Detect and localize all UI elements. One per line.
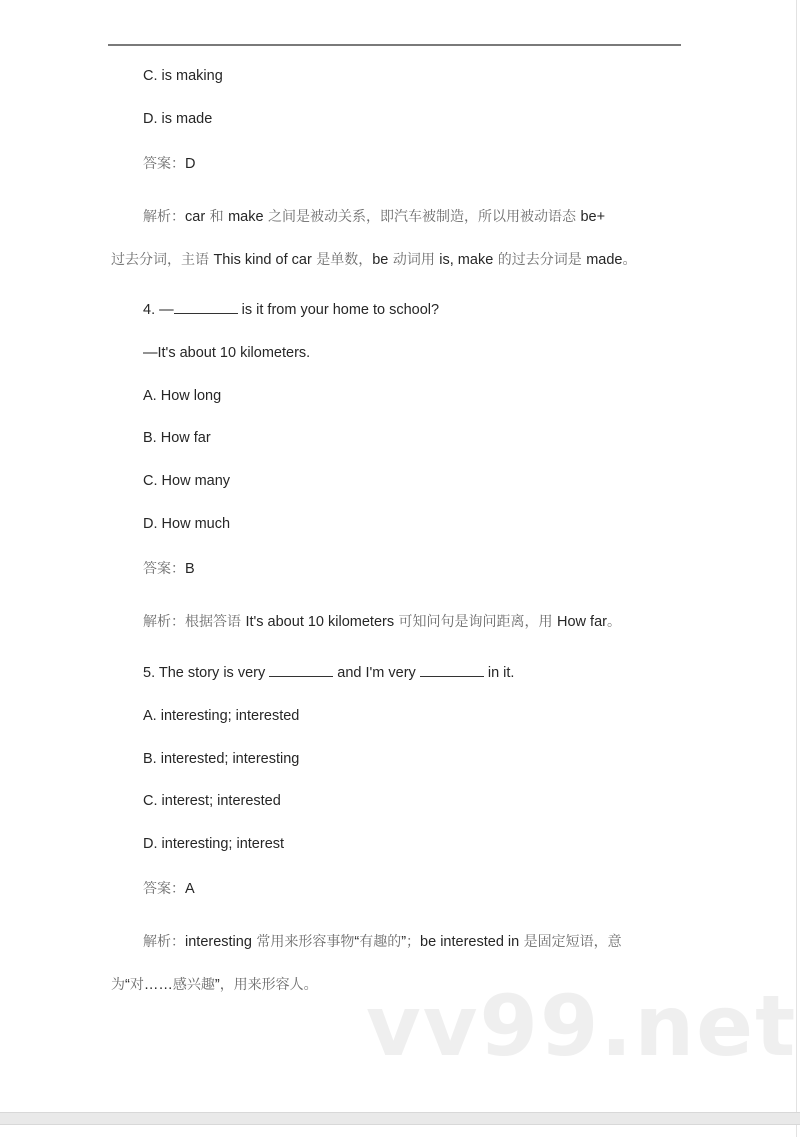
- q3-answer: [143, 154, 195, 174]
- q4-option-d: D. How much: [143, 516, 231, 532]
- next-page-top: [0, 1125, 797, 1137]
- q5-option-a: A. interesting; interested: [143, 708, 300, 724]
- q5-analysis-line2: [111, 975, 318, 995]
- analysis-text: car 和 make 之间是被动关系，即汽车被制造，所以用被动语态 be+: [185, 209, 606, 225]
- q3-analysis-line2: [111, 250, 636, 270]
- q4-option-a: A. How long: [143, 388, 222, 404]
- q4-answer: [143, 559, 195, 579]
- q4-option-b: B. How far: [143, 430, 211, 446]
- q5-analysis-line1: [143, 932, 622, 952]
- q3-option-d: D. is made: [143, 111, 213, 127]
- q3-analysis-line1: [143, 207, 605, 227]
- answer-blank-1: [269, 663, 333, 677]
- analysis-text: interesting 常用来形容事物“有趣的”；be interested in 是固定短语，意: [185, 934, 622, 950]
- q4-analysis: [143, 612, 621, 632]
- analysis-text: 过去分词，主语 This kind of car 是单数，be 动词用 is, make 的过去分词是 made。: [111, 252, 637, 268]
- analysis-label: 解析：: [143, 614, 185, 630]
- analysis-text: 为“对……感兴趣”，用来形容人。: [111, 977, 318, 993]
- q3-option-c: C. is making: [143, 68, 223, 84]
- watermark: vv99.net: [366, 977, 798, 1075]
- page-separator: [0, 1112, 800, 1125]
- q4-question: 4. — is it from your home to school?: [143, 302, 440, 318]
- q4-option-c: C. How many: [143, 473, 231, 489]
- q5-option-b: B. interested; interesting: [143, 751, 300, 767]
- q5-answer: [143, 879, 195, 899]
- answer-value: A: [185, 881, 195, 897]
- answer-value: B: [185, 561, 195, 577]
- answer-label: 答案：: [143, 881, 185, 897]
- q5-option-c: C. interest; interested: [143, 793, 281, 809]
- answer-label: 答案：: [143, 156, 185, 172]
- answer-blank: [174, 300, 238, 314]
- q4-reply: —It's about 10 kilometers.: [143, 345, 311, 361]
- q5-option-d: D. interesting; interest: [143, 836, 285, 852]
- answer-blank-2: [420, 663, 484, 677]
- answer-label: 答案：: [143, 561, 185, 577]
- analysis-label: 解析：: [143, 209, 185, 225]
- analysis-label: 解析：: [143, 934, 185, 950]
- analysis-text: 根据答语 It's about 10 kilometers 可知问句是询问距离，用 How far。: [185, 614, 621, 630]
- q5-question: 5. The story is very and I'm very in it.: [143, 665, 515, 681]
- header-rule: [108, 44, 681, 46]
- answer-value: D: [185, 156, 196, 172]
